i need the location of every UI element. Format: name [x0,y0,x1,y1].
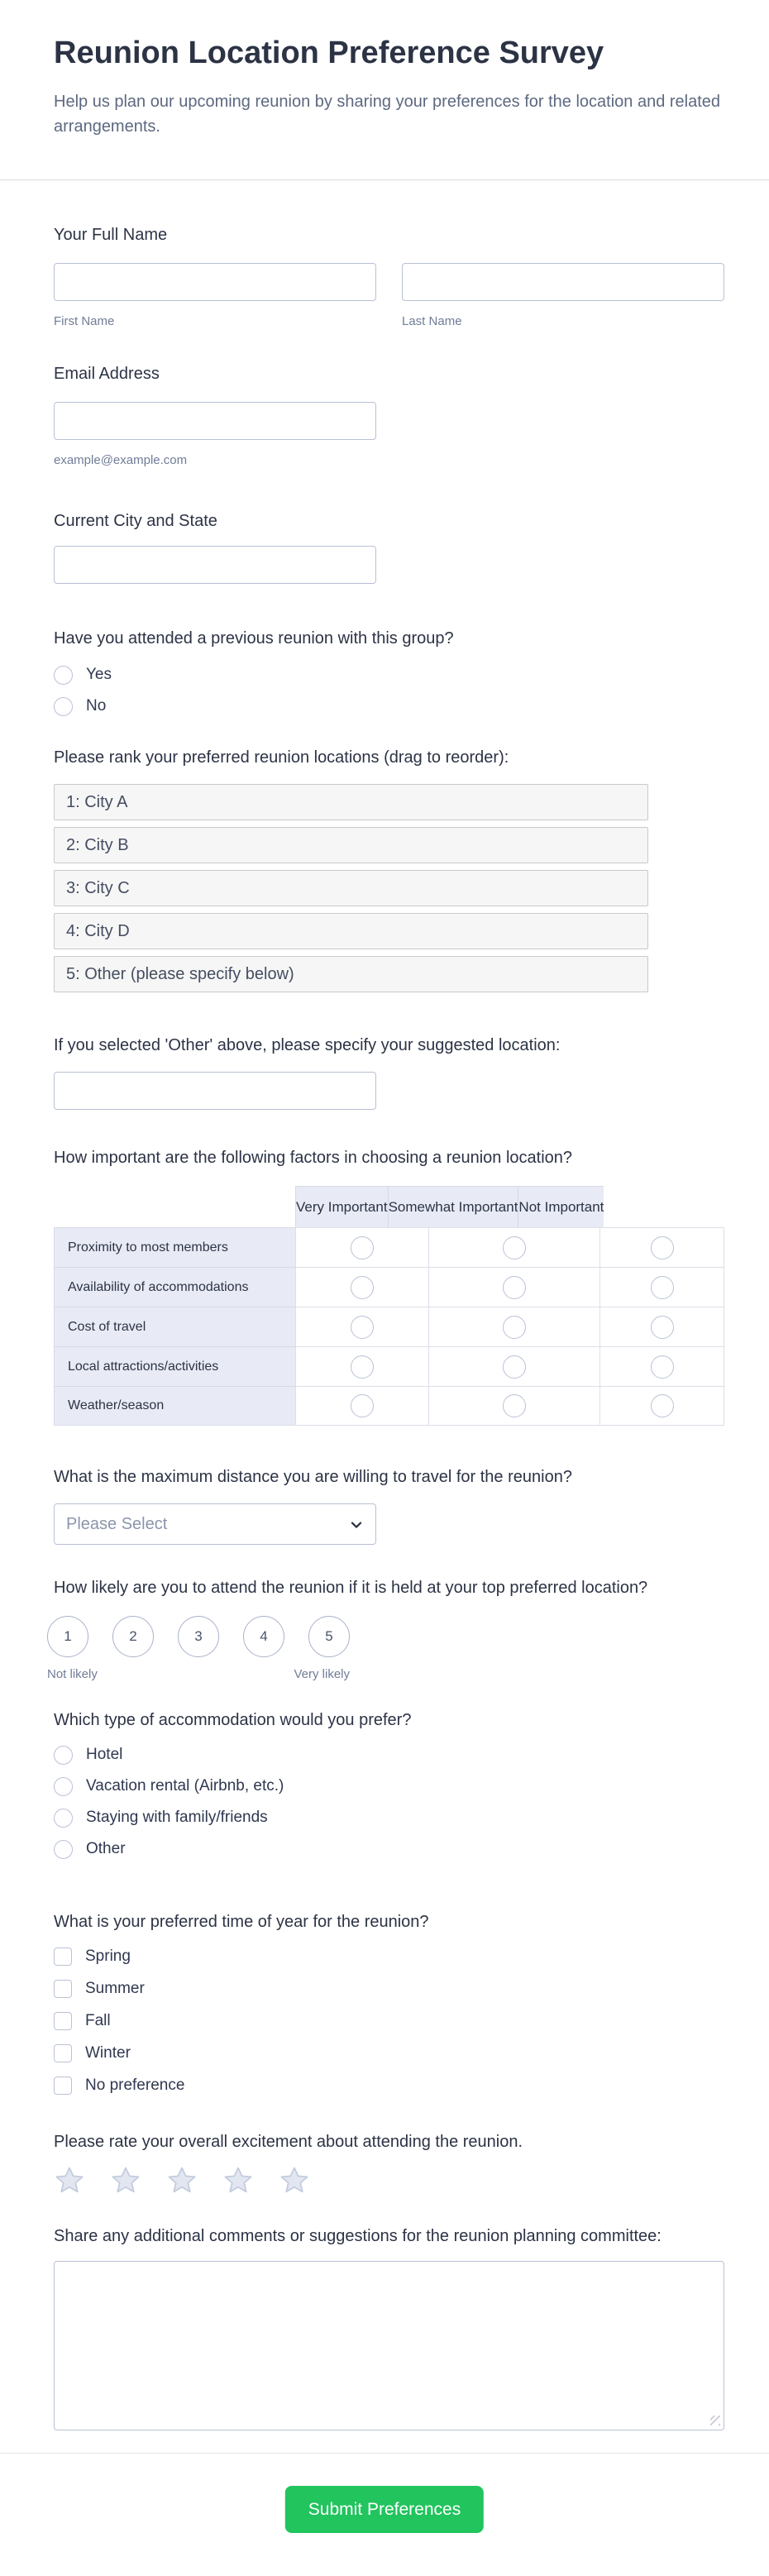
importance-matrix-table [54,1186,724,1426]
select-placeholder: Please Select [66,1514,168,1533]
radio-icon[interactable] [503,1355,526,1379]
star-icon[interactable] [110,2165,141,2196]
checkbox-option-list [54,1945,724,2106]
radio-icon[interactable] [351,1316,374,1339]
question-label: Please rate your overall excitement about attending the reunion. [54,2133,523,2151]
question-label: Please rank your preferred reunion locations (drag to reorder): [54,748,509,767]
radio-option-list [54,1743,724,1869]
matrix-row [54,1267,724,1307]
name-inputs-row [54,263,724,329]
matrix-cell-somewhat-important[interactable] [428,1267,599,1307]
matrix-cell-very-important[interactable] [295,1346,428,1386]
matrix-cell-somewhat-important[interactable] [428,1386,599,1426]
matrix-column-header: Very Important [295,1186,388,1227]
radio-icon[interactable] [351,1276,374,1299]
matrix-row [54,1386,724,1426]
matrix-row-label: Availability of accommodations [54,1267,295,1307]
question-comments [54,2226,724,2430]
last-name-sublabel: Last Name [402,314,462,328]
question-label: Have you attended a previous reunion with this group? [54,629,454,648]
email-field[interactable] [54,402,376,440]
checkbox-option-label: Summer [85,1980,145,1997]
radio-option-label: No [86,697,107,714]
question-city [54,511,724,584]
star-icon[interactable] [279,2165,310,2196]
matrix-cell-not-important[interactable] [599,1346,724,1386]
radio-icon[interactable] [651,1355,674,1379]
scale-option[interactable]: 3 [178,1616,219,1657]
matrix-cell-somewhat-important[interactable] [428,1227,599,1267]
checkbox-option-label: Spring [85,1948,131,1965]
scale-option[interactable]: 2 [112,1616,154,1657]
matrix-row-label: Local attractions/activities [54,1346,295,1386]
first-name-input[interactable] [54,263,376,301]
chevron-down-icon [349,1517,364,1532]
checkbox-option-row[interactable] [54,2074,724,2097]
radio-icon[interactable] [54,1809,73,1828]
footer-divider [0,2453,769,2454]
checkbox-icon[interactable] [54,1948,72,1966]
matrix-body [54,1227,724,1426]
max-distance-select[interactable] [54,1503,376,1545]
question-email [54,364,724,468]
checkbox-icon[interactable] [54,1980,72,1998]
radio-icon[interactable] [503,1236,526,1259]
radio-icon[interactable] [651,1236,674,1259]
matrix-cell-very-important[interactable] [295,1267,428,1307]
radio-option-row[interactable] [54,1838,724,1861]
checkbox-option-label: Winter [85,2044,131,2062]
scale-max-label: Very likely [294,1667,350,1681]
rank-item[interactable]: 3: City C [54,870,648,906]
radio-icon[interactable] [54,1840,73,1859]
first-name-sublabel: First Name [54,314,115,328]
radio-icon[interactable] [503,1316,526,1339]
radio-option-list [54,663,724,726]
matrix-cell-not-important[interactable] [599,1307,724,1346]
rank-item[interactable]: 5: Other (please specify below) [54,956,648,992]
radio-option-row[interactable] [54,1743,724,1766]
form-header [54,35,724,139]
question-label: What is the maximum distance you are willing to travel for the reunion? [54,1468,572,1486]
scale-option[interactable]: 1 [47,1616,88,1657]
matrix-cell-not-important[interactable] [599,1386,724,1426]
radio-icon[interactable] [503,1276,526,1299]
radio-icon[interactable] [351,1236,374,1259]
checkbox-option-row[interactable] [54,2010,724,2033]
last-name-col [402,263,724,329]
checkbox-option-label: Fall [85,2012,111,2029]
rank-item[interactable]: 4: City D [54,913,648,949]
radio-icon[interactable] [651,1276,674,1299]
question-label: What is your preferred time of year for the reunion? [54,1913,429,1931]
radio-option-label: Yes [86,666,112,683]
question-label: Which type of accommodation would you prefer? [54,1711,412,1729]
rank-list [54,784,724,992]
radio-icon[interactable] [351,1394,374,1417]
star-icon[interactable] [166,2165,198,2196]
scale-option[interactable]: 5 [308,1616,350,1657]
header-divider [0,179,769,180]
checkbox-icon[interactable] [54,2012,72,2030]
rank-item[interactable]: 1: City A [54,784,648,820]
comments-area-wrap [54,2261,724,2430]
question-max-distance [54,1467,724,1545]
radio-icon[interactable] [503,1394,526,1417]
radio-option-label: Other [86,1840,126,1857]
question-season [54,1912,724,2106]
checkbox-icon[interactable] [54,2044,72,2062]
city-state-input[interactable] [54,546,376,584]
radio-icon[interactable] [54,1777,73,1796]
rank-item[interactable]: 2: City B [54,827,648,863]
question-accommodation [54,1710,724,1869]
checkbox-option-row[interactable] [54,2042,724,2065]
matrix-row-label: Proximity to most members [54,1227,295,1267]
radio-option-row[interactable] [54,663,724,686]
matrix-cell-not-important[interactable] [599,1227,724,1267]
matrix-cell-somewhat-important[interactable] [428,1346,599,1386]
checkbox-icon[interactable] [54,2077,72,2095]
checkbox-option-row[interactable] [54,1945,724,1968]
radio-option-row[interactable] [54,1806,724,1829]
question-ranking [54,748,724,992]
page-title: Reunion Location Preference Survey [54,36,604,70]
star-icon[interactable] [222,2165,254,2196]
matrix-cell-very-important[interactable] [295,1307,428,1346]
first-name-col [54,263,376,329]
checkbox-option-label: No preference [85,2077,185,2094]
question-label: If you selected 'Other' above, please specify your suggested location: [54,1036,561,1054]
scale-min-label: Not likely [47,1667,98,1681]
form-subtitle: Help us plan our upcoming reunion by sharing your preferences for the location and related arrangements. [54,93,721,136]
radio-option-label: Staying with family/friends [86,1809,268,1826]
matrix-cell-very-important[interactable] [295,1386,428,1426]
comments-textarea[interactable] [54,2261,724,2430]
question-previous-reunion [54,628,724,726]
star-icon[interactable] [54,2165,85,2196]
question-label: Email Address [54,365,160,383]
radio-icon[interactable] [651,1394,674,1417]
question-label: Share any additional comments or suggestions for the reunion planning committee: [54,2227,662,2245]
matrix-cell-somewhat-important[interactable] [428,1307,599,1346]
question-label: Your Full Name [54,226,168,244]
star-rating [54,2165,724,2196]
scale-option[interactable]: 4 [243,1616,284,1657]
question-importance-matrix [54,1148,724,1426]
matrix-row [54,1227,724,1267]
submit-button[interactable]: Submit Preferences [285,2486,484,2533]
radio-icon[interactable] [54,1746,73,1765]
question-full-name [54,225,724,329]
radio-icon[interactable] [351,1355,374,1379]
radio-icon[interactable] [651,1316,674,1339]
other-location-input[interactable] [54,1072,376,1110]
matrix-column-header: Not Important [518,1186,604,1227]
question-label: Current City and State [54,512,217,530]
scale-row [47,1616,350,1657]
matrix-header-row [54,1186,724,1227]
radio-option-row[interactable] [54,695,724,718]
email-sublabel: example@example.com [54,453,188,467]
question-other-location [54,1035,724,1110]
last-name-input[interactable] [402,263,724,301]
resize-handle-icon[interactable] [710,2416,720,2425]
matrix-column-header: Somewhat Important [388,1186,518,1227]
matrix-cell-very-important[interactable] [295,1227,428,1267]
matrix-row-label: Weather/season [54,1386,295,1426]
matrix-corner-cell [54,1186,295,1227]
question-likelihood [47,1578,724,1682]
matrix-row [54,1307,724,1346]
question-label: How likely are you to attend the reunion if it is held at your top preferred location? [54,1579,648,1597]
scale-end-labels [47,1667,350,1682]
question-excitement [54,2132,724,2196]
likelihood-scale [47,1616,350,1682]
radio-option-label: Vacation rental (Airbnb, etc.) [86,1777,284,1795]
question-label: How important are the following factors in choosing a reunion location? [54,1149,573,1167]
matrix-row [54,1346,724,1386]
radio-option-label: Hotel [86,1746,123,1763]
radio-icon[interactable] [54,666,73,685]
radio-option-row[interactable] [54,1775,724,1798]
matrix-cell-not-important[interactable] [599,1267,724,1307]
radio-icon[interactable] [54,697,73,716]
checkbox-option-row[interactable] [54,1977,724,2000]
matrix-row-label: Cost of travel [54,1307,295,1346]
